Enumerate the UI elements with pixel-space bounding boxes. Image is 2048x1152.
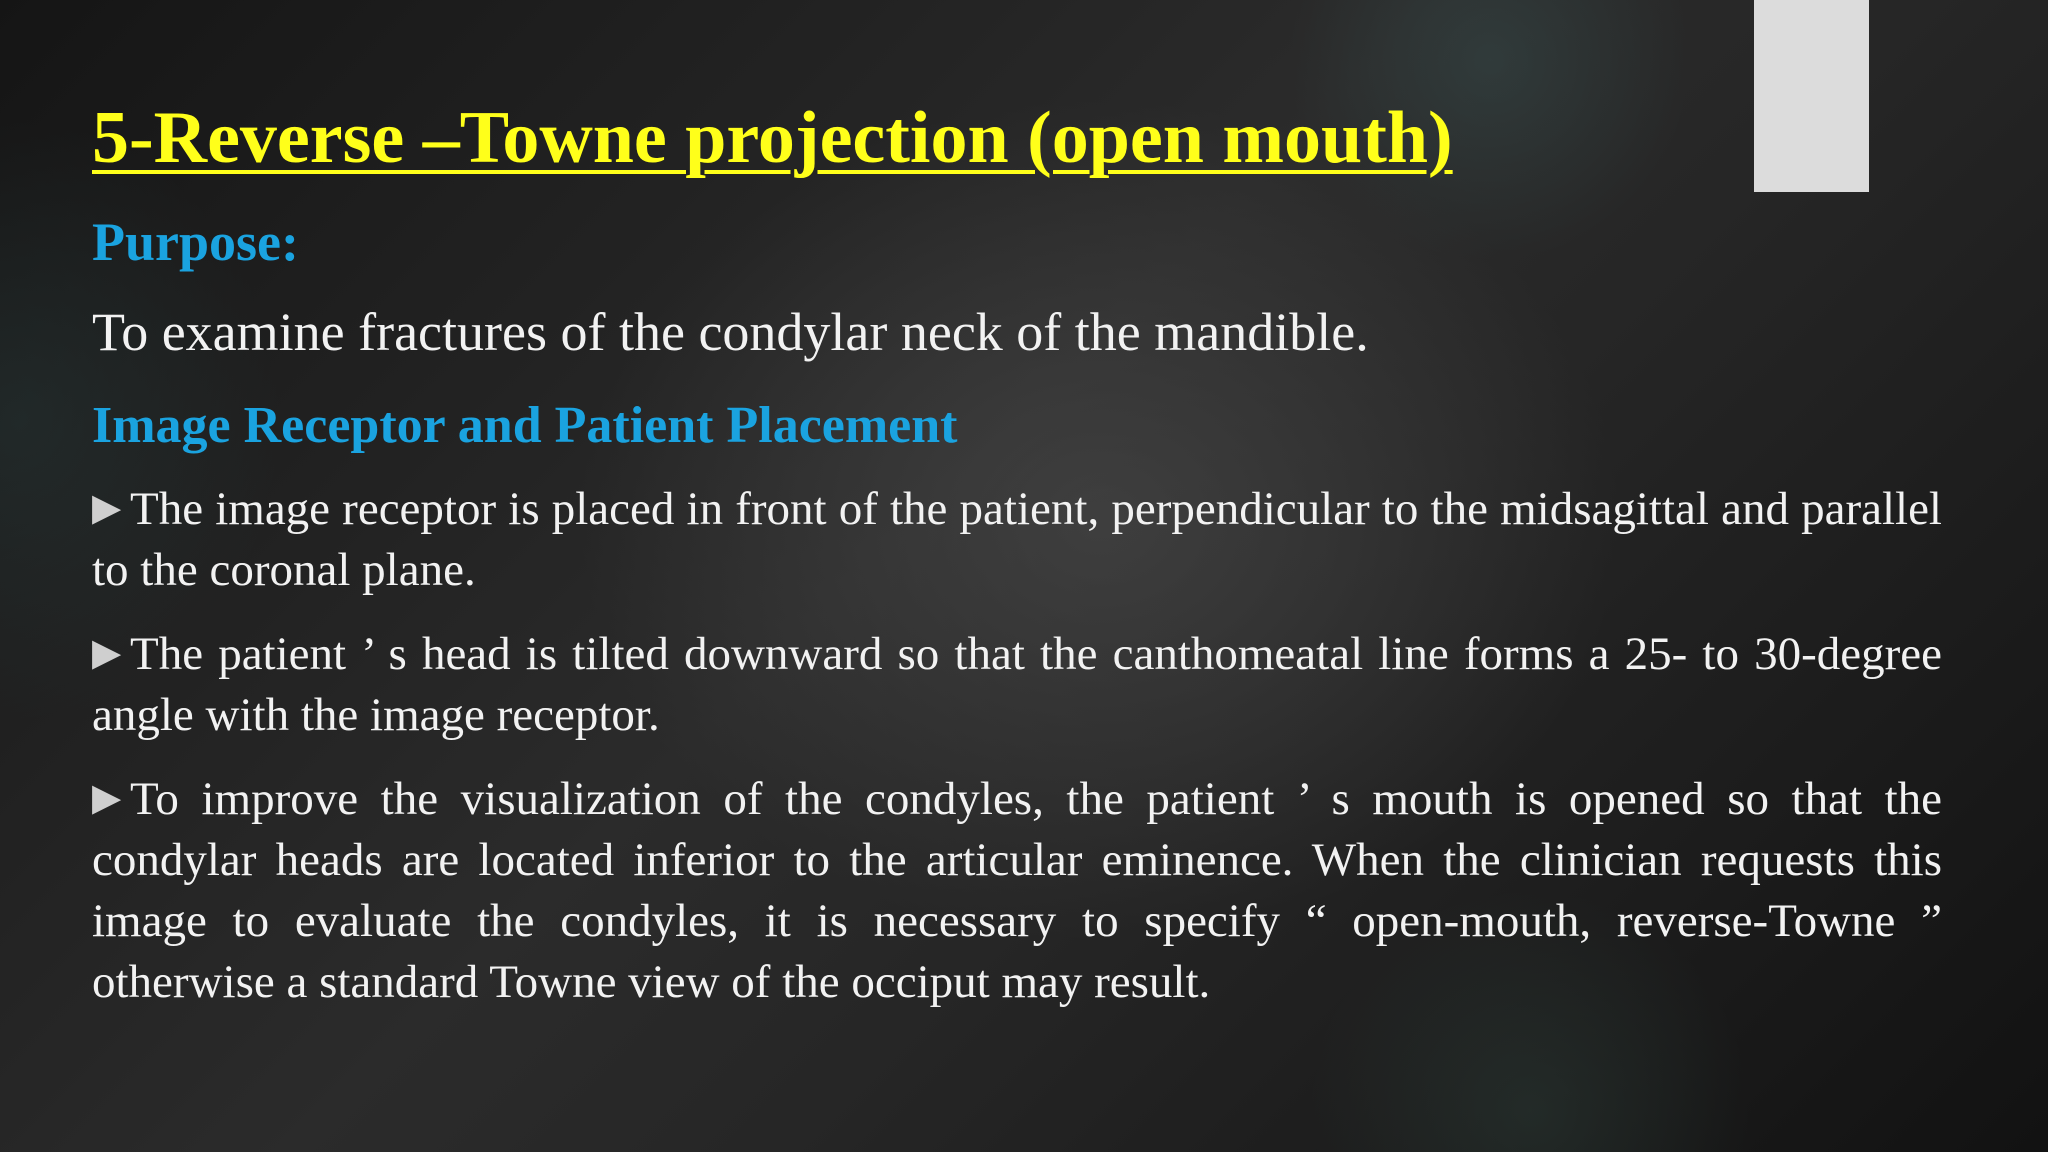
purpose-text: To examine fractures of the condylar neck of the mandible. [92, 302, 1369, 362]
placement-heading: Image Receptor and Patient Placement [92, 397, 958, 454]
bullet-item [92, 478, 1942, 601]
bullet-text: To improve the visualization of the condyles, the patient ’ s mouth is opened so that the condylar heads are located inferior to the articular eminence. When the clinician requests this image to evaluate the condyles, it is necessary to specify “ open-mouth, reverse-Towne ” otherwise a standard Towne view of the occiput may result. [92, 773, 1942, 1008]
slide-title: 5-Reverse –Towne projection (open mouth) [92, 97, 1453, 179]
triangle-bullet-icon: ▶ [92, 777, 122, 819]
triangle-bullet-icon: ▶ [92, 487, 122, 529]
decorative-rectangle [1754, 0, 1869, 192]
bullet-text: The image receptor is placed in front of the patient, perpendicular to the midsagittal and parallel to the coronal plane. [92, 483, 1942, 596]
triangle-bullet-icon: ▶ [92, 632, 122, 674]
purpose-heading: Purpose: [92, 212, 299, 272]
bullet-item [92, 623, 1942, 746]
bullet-list [92, 478, 1942, 1035]
bullet-text: The patient ’ s head is tilted downward so that the canthomeatal line forms a 25- to 30-degree angle with the image receptor. [92, 628, 1942, 741]
bullet-item [92, 768, 1942, 1013]
